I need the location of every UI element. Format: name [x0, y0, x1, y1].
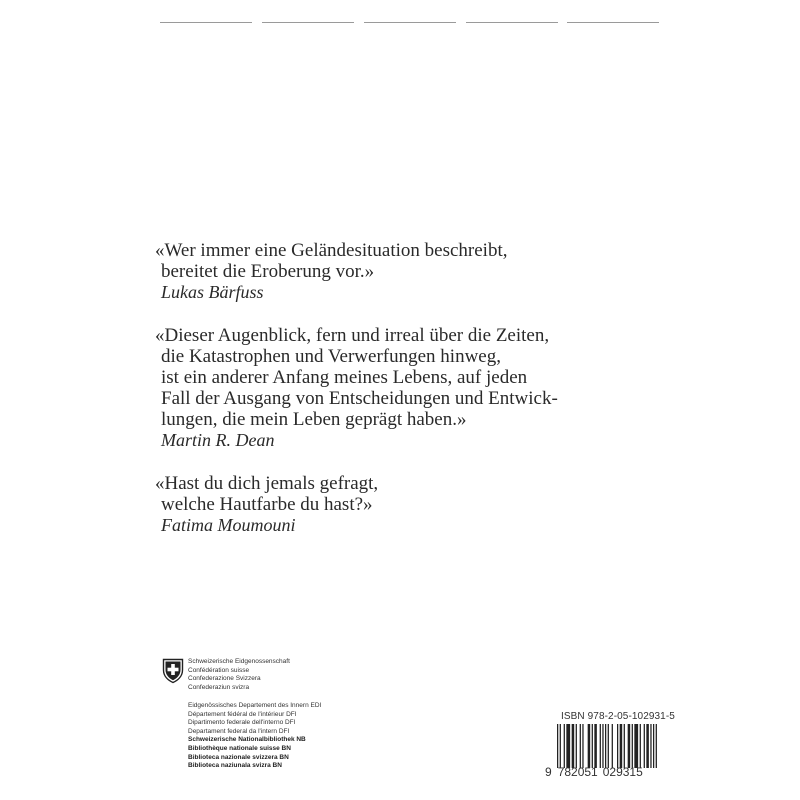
barcode-bar	[646, 724, 649, 768]
barcode-bar	[644, 724, 645, 768]
isbn-digits-left: 782051	[557, 765, 598, 779]
quote-line: ist ein anderer Anfang meines Lebens, auf jeden	[161, 367, 528, 388]
barcode-bar	[653, 724, 654, 768]
confederation-name: Confédération suisse	[188, 666, 250, 674]
barcode-bar	[612, 724, 613, 768]
barcode-bar	[617, 724, 618, 768]
barcode-bar	[592, 724, 593, 768]
barcode-bar	[656, 724, 657, 768]
quote-line: die Katastrophen und Verwerfungen hinweg,	[161, 346, 501, 367]
top-rule-row	[160, 22, 660, 24]
library-name: Bibliothèque nationale suisse BN	[188, 744, 291, 752]
quote-author: Martin R. Dean	[161, 430, 275, 450]
confederation-name: Schweizerische Eidgenossenschaft	[188, 658, 290, 665]
barcode-bar	[640, 724, 641, 768]
quote-line: «Hast du dich jemals gefragt,	[155, 473, 379, 494]
barcode-bar	[600, 724, 601, 768]
confederation-name: Confederaziun svizra	[188, 683, 250, 691]
quote-barfuss	[155, 240, 675, 303]
department-name: Eidgenössisches Departement des Innern EDI	[188, 702, 322, 709]
quote-line: lungen, die mein Leben geprägt haben.»	[161, 409, 467, 430]
barcode-bar	[580, 724, 581, 768]
department-name: Departament federal da l'intern DFI	[188, 727, 290, 735]
barcode-bar	[560, 724, 561, 768]
barcode-bar	[620, 724, 623, 768]
swiss-crest-icon	[162, 658, 184, 684]
isbn-digit-first: 9	[545, 765, 552, 779]
isbn-digits-right: 029315	[602, 765, 643, 779]
confederation-name: Confederazione Svizzera	[188, 675, 261, 683]
quote-line: «Dieser Augenblick, fern und irreal über die Zeiten,	[155, 325, 550, 346]
confederation-names	[188, 658, 290, 692]
isbn-barcode	[557, 724, 657, 768]
library-name: Biblioteca nazionale svizzera BN	[188, 753, 289, 761]
quote-line: Fall der Ausgang von Entscheidungen und Entwick-	[161, 388, 558, 409]
library-name: Biblioteca naziunala svizra BN	[188, 762, 282, 770]
top-rule	[567, 22, 659, 23]
barcode-bar	[632, 724, 633, 768]
quote-dean	[155, 325, 675, 451]
top-rule	[466, 22, 558, 23]
barcode-bar	[650, 724, 651, 768]
department-name: Département fédéral de l'intérieur DFI	[188, 710, 297, 718]
barcode-bar	[564, 724, 565, 768]
barcode-bar	[624, 724, 625, 768]
barcode-bar	[608, 724, 609, 768]
department-block	[188, 702, 321, 771]
barcode-bar	[628, 724, 631, 768]
quote-line: welche Hautfarbe du hast?»	[161, 494, 373, 515]
quote-list	[155, 240, 675, 558]
library-name: Schweizerische Nationalbibliothek NB	[188, 736, 306, 744]
barcode-bar	[588, 724, 591, 768]
quote-line: bereitet die Eroberung vor.»	[161, 261, 375, 282]
quote-author: Lukas Bärfuss	[161, 282, 264, 302]
quote-author: Fatima Moumouni	[161, 515, 296, 535]
barcode-bar	[572, 724, 575, 768]
barcode-bar	[576, 724, 577, 768]
barcode-bar	[605, 724, 606, 768]
top-rule	[160, 22, 252, 23]
top-rule	[262, 22, 354, 23]
quote-moumouni	[155, 473, 675, 536]
isbn-label: ISBN 978-2-05-102931-5	[561, 711, 675, 722]
barcode-bar	[602, 724, 603, 768]
barcode-bar	[557, 724, 558, 768]
quote-line: «Wer immer eine Geländesituation beschreibt,	[155, 240, 508, 261]
department-name: Dipartimento federale dell'interno DFI	[188, 719, 296, 727]
barcode-bar	[566, 724, 570, 768]
isbn-digits	[545, 765, 643, 779]
top-rule	[364, 22, 456, 23]
barcode-bar	[594, 724, 597, 768]
barcode-bar	[634, 724, 638, 768]
barcode-bar	[582, 724, 583, 768]
